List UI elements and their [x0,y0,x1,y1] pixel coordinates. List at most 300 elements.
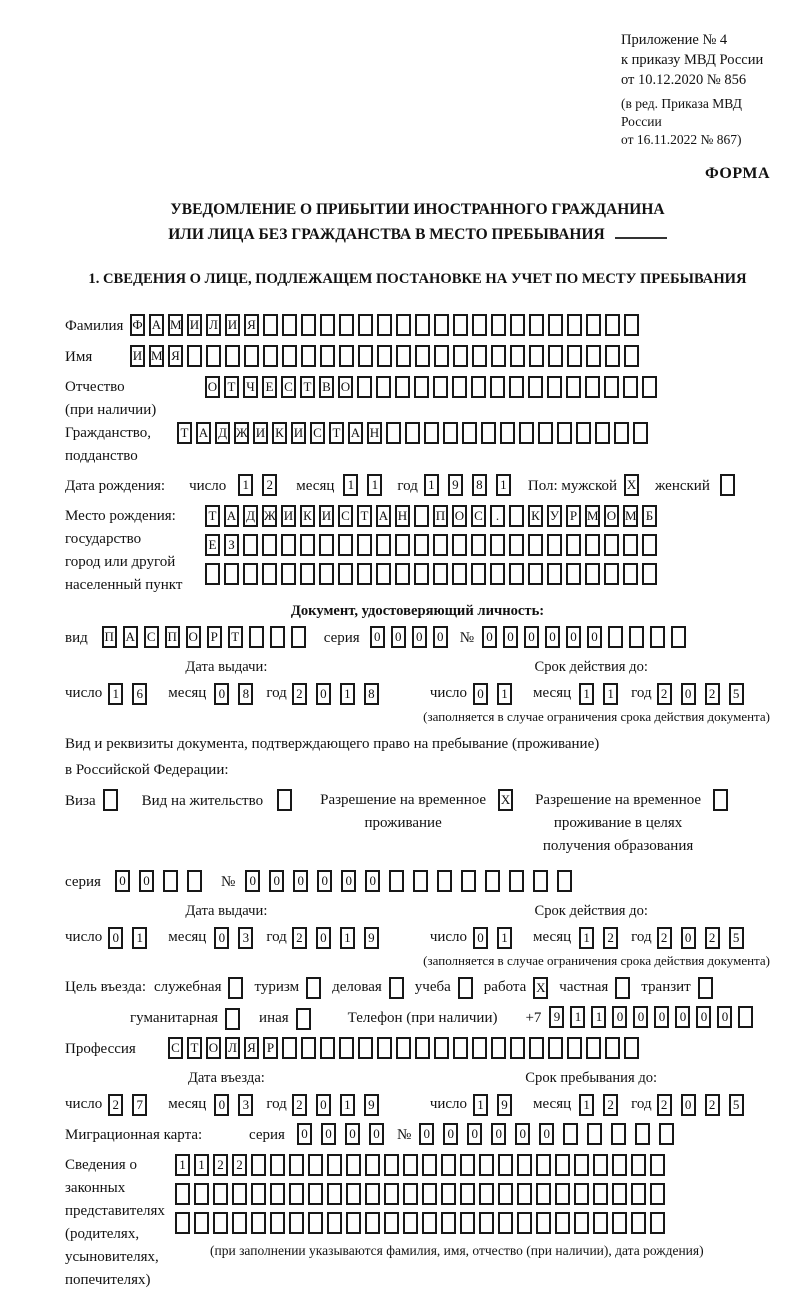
char-cell[interactable]: 0 [365,870,380,892]
char-cell[interactable] [376,376,391,398]
char-cell[interactable] [243,534,258,556]
char-cell[interactable] [605,314,620,336]
purpose-private-checkbox[interactable] [615,977,630,999]
char-cell[interactable] [517,1212,532,1234]
purpose-study-checkbox[interactable] [458,977,473,999]
char-cell[interactable] [414,376,429,398]
char-cell[interactable] [491,345,506,367]
char-cell[interactable] [384,1154,399,1176]
char-cell[interactable]: И [225,314,240,336]
char-cell[interactable] [631,1183,646,1205]
char-cell[interactable] [460,1183,475,1205]
char-cell[interactable] [650,1183,665,1205]
char-cell[interactable] [396,345,411,367]
char-cell[interactable] [403,1183,418,1205]
char-cell[interactable] [441,1154,456,1176]
char-cell[interactable] [460,1212,475,1234]
char-cell[interactable] [574,1212,589,1234]
char-cell[interactable] [472,345,487,367]
char-cell[interactable]: Е [262,376,277,398]
char-cell[interactable] [576,422,591,444]
char-cell[interactable] [346,1183,361,1205]
char-cell[interactable] [642,534,657,556]
char-cell[interactable]: О [338,376,353,398]
char-cell[interactable] [452,563,467,585]
char-cell[interactable] [509,376,524,398]
char-cell[interactable] [471,534,486,556]
char-cell[interactable] [574,1183,589,1205]
char-cell[interactable] [376,563,391,585]
entry-day-cells[interactable] [108,1096,156,1112]
char-cell[interactable]: 1 [340,927,355,949]
char-cell[interactable] [403,1212,418,1234]
char-cell[interactable] [281,563,296,585]
char-cell[interactable] [536,1183,551,1205]
char-cell[interactable]: А [196,422,211,444]
sex-male-checkbox[interactable]: X [624,474,639,496]
char-cell[interactable] [548,345,563,367]
title-blank-line[interactable] [615,237,667,239]
char-cell[interactable] [205,563,220,585]
char-cell[interactable] [528,563,543,585]
char-cell[interactable] [163,870,178,892]
char-cell[interactable] [270,1183,285,1205]
entry-month-cells[interactable] [214,1096,262,1112]
char-cell[interactable]: 1 [194,1154,209,1176]
char-cell[interactable]: 0 [633,1006,648,1028]
char-cell[interactable] [548,1037,563,1059]
char-cell[interactable] [509,534,524,556]
char-cell[interactable]: 8 [238,683,253,705]
char-cell[interactable] [623,534,638,556]
stay-doc-issue-month-cells[interactable] [214,929,262,945]
char-cell[interactable] [650,1212,665,1234]
char-cell[interactable]: 9 [549,1006,564,1028]
char-cell[interactable] [510,345,525,367]
char-cell[interactable]: 8 [364,683,379,705]
char-cell[interactable] [481,422,496,444]
char-cell[interactable]: Я [244,314,259,336]
char-cell[interactable]: 0 [503,626,518,648]
doc-type-cells[interactable] [102,626,312,648]
char-cell[interactable] [413,870,428,892]
char-cell[interactable] [327,1183,342,1205]
char-cell[interactable] [650,1154,665,1176]
char-cell[interactable]: А [149,314,164,336]
char-cell[interactable]: 0 [566,626,581,648]
char-cell[interactable]: И [291,422,306,444]
char-cell[interactable] [346,1154,361,1176]
char-cell[interactable]: Т [205,505,220,527]
char-cell[interactable] [437,870,452,892]
char-cell[interactable] [586,314,601,336]
char-cell[interactable]: Н [395,505,410,527]
char-cell[interactable]: 0 [467,1123,482,1145]
char-cell[interactable]: О [604,505,619,527]
char-cell[interactable] [498,1212,513,1234]
purpose-transit-checkbox[interactable] [698,977,713,999]
char-cell[interactable]: 0 [482,626,497,648]
char-cell[interactable] [187,870,202,892]
birth-year-cells[interactable] [424,474,520,496]
doc-number-cells[interactable] [482,626,692,648]
char-cell[interactable]: М [623,505,638,527]
char-cell[interactable]: А [348,422,363,444]
entry-year-cells[interactable] [292,1096,388,1112]
char-cell[interactable]: 1 [496,474,511,496]
char-cell[interactable] [650,626,665,648]
char-cell[interactable]: 1 [570,1006,585,1028]
char-cell[interactable]: 0 [341,870,356,892]
char-cell[interactable] [365,1183,380,1205]
char-cell[interactable] [376,534,391,556]
char-cell[interactable] [270,626,285,648]
birth-day-cells[interactable] [238,474,286,496]
char-cell[interactable] [555,1183,570,1205]
char-cell[interactable]: 0 [321,1123,336,1145]
birth-place-row1-cells[interactable] [205,505,661,527]
char-cell[interactable]: П [102,626,117,648]
char-cell[interactable]: К [528,505,543,527]
char-cell[interactable] [414,563,429,585]
char-cell[interactable]: Л [206,314,221,336]
stay-doc-series-cells[interactable] [115,870,211,892]
char-cell[interactable]: Я [244,1037,259,1059]
char-cell[interactable] [586,1037,601,1059]
char-cell[interactable]: 2 [213,1154,228,1176]
char-cell[interactable]: 1 [238,474,253,496]
char-cell[interactable] [386,422,401,444]
char-cell[interactable] [358,345,373,367]
char-cell[interactable]: Т [177,422,192,444]
char-cell[interactable] [300,534,315,556]
char-cell[interactable] [555,1212,570,1234]
char-cell[interactable] [263,345,278,367]
char-cell[interactable]: 0 [316,927,331,949]
char-cell[interactable] [308,1183,323,1205]
char-cell[interactable]: Ч [243,376,258,398]
char-cell[interactable] [608,626,623,648]
char-cell[interactable]: Е [205,534,220,556]
given-name-cells[interactable] [130,345,643,367]
char-cell[interactable]: 0 [675,1006,690,1028]
char-cell[interactable] [528,376,543,398]
char-cell[interactable] [262,563,277,585]
char-cell[interactable] [270,1212,285,1234]
char-cell[interactable] [175,1183,190,1205]
char-cell[interactable] [281,534,296,556]
char-cell[interactable] [384,1183,399,1205]
char-cell[interactable]: Б [642,505,657,527]
char-cell[interactable] [395,563,410,585]
char-cell[interactable] [547,376,562,398]
char-cell[interactable]: 0 [491,1123,506,1145]
char-cell[interactable]: Т [329,422,344,444]
char-cell[interactable] [557,422,572,444]
char-cell[interactable] [377,314,392,336]
char-cell[interactable] [453,345,468,367]
birth-month-cells[interactable] [343,474,391,496]
char-cell[interactable]: И [253,422,268,444]
char-cell[interactable]: 1 [473,1094,488,1116]
char-cell[interactable]: В [319,376,334,398]
char-cell[interactable]: 0 [473,683,488,705]
char-cell[interactable] [547,534,562,556]
temp-permit-checkbox[interactable]: X [498,789,513,811]
char-cell[interactable]: М [149,345,164,367]
char-cell[interactable] [631,1154,646,1176]
char-cell[interactable]: А [376,505,391,527]
char-cell[interactable] [291,626,306,648]
char-cell[interactable]: 2 [705,927,720,949]
char-cell[interactable] [194,1183,209,1205]
char-cell[interactable] [338,534,353,556]
char-cell[interactable] [443,422,458,444]
char-cell[interactable] [213,1212,228,1234]
char-cell[interactable]: Р [263,1037,278,1059]
char-cell[interactable]: 2 [108,1094,123,1116]
char-cell[interactable]: А [224,505,239,527]
char-cell[interactable] [671,626,686,648]
char-cell[interactable]: 9 [364,1094,379,1116]
char-cell[interactable]: 3 [238,927,253,949]
char-cell[interactable] [536,1212,551,1234]
char-cell[interactable] [213,1183,228,1205]
char-cell[interactable] [612,1212,627,1234]
char-cell[interactable]: 2 [705,1094,720,1116]
char-cell[interactable]: 1 [603,683,618,705]
char-cell[interactable] [194,1212,209,1234]
char-cell[interactable] [631,1212,646,1234]
char-cell[interactable]: 1 [579,683,594,705]
char-cell[interactable]: Р [207,626,222,648]
identity-valid-month-cells[interactable] [579,685,627,701]
char-cell[interactable]: О [205,376,220,398]
char-cell[interactable] [262,534,277,556]
char-cell[interactable]: 0 [369,1123,384,1145]
citizenship-cells[interactable] [177,422,652,444]
char-cell[interactable] [567,314,582,336]
char-cell[interactable] [441,1183,456,1205]
char-cell[interactable] [320,314,335,336]
char-cell[interactable]: 0 [269,870,284,892]
char-cell[interactable] [574,1154,589,1176]
char-cell[interactable] [509,505,524,527]
char-cell[interactable] [635,1123,650,1145]
purpose-tourism-checkbox[interactable] [306,977,321,999]
char-cell[interactable] [491,314,506,336]
char-cell[interactable]: О [186,626,201,648]
char-cell[interactable] [175,1212,190,1234]
char-cell[interactable] [327,1212,342,1234]
char-cell[interactable]: И [281,505,296,527]
char-cell[interactable]: И [130,345,145,367]
char-cell[interactable] [357,563,372,585]
char-cell[interactable]: 9 [497,1094,512,1116]
char-cell[interactable] [389,870,404,892]
purpose-humanitarian-checkbox[interactable] [225,1008,240,1030]
char-cell[interactable] [424,422,439,444]
char-cell[interactable] [490,563,505,585]
char-cell[interactable] [338,563,353,585]
char-cell[interactable] [289,1183,304,1205]
char-cell[interactable]: 1 [340,683,355,705]
char-cell[interactable]: 1 [497,927,512,949]
char-cell[interactable] [414,505,429,527]
char-cell[interactable] [384,1212,399,1234]
char-cell[interactable]: 1 [108,683,123,705]
char-cell[interactable] [604,563,619,585]
char-cell[interactable] [595,422,610,444]
char-cell[interactable] [529,314,544,336]
char-cell[interactable]: 0 [370,626,385,648]
char-cell[interactable]: И [187,314,202,336]
char-cell[interactable] [460,1154,475,1176]
birth-place-row2-cells[interactable] [205,534,661,556]
char-cell[interactable] [510,1037,525,1059]
edu-permit-checkbox[interactable] [713,789,728,811]
char-cell[interactable] [604,534,619,556]
birth-place-row3-cells[interactable] [205,563,661,585]
char-cell[interactable] [289,1154,304,1176]
char-cell[interactable] [612,1183,627,1205]
representatives-row3-cells[interactable] [175,1212,704,1234]
char-cell[interactable]: 1 [424,474,439,496]
char-cell[interactable] [538,422,553,444]
char-cell[interactable] [593,1154,608,1176]
char-cell[interactable]: Л [225,1037,240,1059]
char-cell[interactable] [517,1183,532,1205]
char-cell[interactable]: К [272,422,287,444]
char-cell[interactable]: Т [224,376,239,398]
surname-cells[interactable] [130,314,643,336]
char-cell[interactable] [585,563,600,585]
stay-doc-valid-day-cells[interactable] [473,929,521,945]
stay-doc-valid-month-cells[interactable] [579,929,627,945]
char-cell[interactable] [566,563,581,585]
char-cell[interactable] [555,1154,570,1176]
char-cell[interactable] [206,345,221,367]
char-cell[interactable]: 2 [603,1094,618,1116]
char-cell[interactable] [452,376,467,398]
identity-issue-year-cells[interactable] [292,685,388,701]
char-cell[interactable]: 1 [591,1006,606,1028]
char-cell[interactable]: 0 [214,927,229,949]
char-cell[interactable] [529,345,544,367]
char-cell[interactable] [612,1154,627,1176]
char-cell[interactable]: 2 [657,927,672,949]
char-cell[interactable]: 0 [345,1123,360,1145]
char-cell[interactable]: 1 [343,474,358,496]
char-cell[interactable]: Ж [262,505,277,527]
char-cell[interactable] [479,1183,494,1205]
char-cell[interactable] [358,314,373,336]
char-cell[interactable] [611,1123,626,1145]
char-cell[interactable] [415,314,430,336]
char-cell[interactable]: 5 [729,927,744,949]
char-cell[interactable] [485,870,500,892]
char-cell[interactable] [453,314,468,336]
char-cell[interactable]: 0 [293,870,308,892]
char-cell[interactable] [461,870,476,892]
char-cell[interactable]: 1 [132,927,147,949]
char-cell[interactable] [396,1037,411,1059]
char-cell[interactable] [414,534,429,556]
char-cell[interactable] [593,1212,608,1234]
char-cell[interactable] [472,1037,487,1059]
char-cell[interactable] [623,563,638,585]
char-cell[interactable]: С [338,505,353,527]
char-cell[interactable]: З [224,534,239,556]
stay-until-month-cells[interactable] [579,1096,627,1112]
char-cell[interactable]: 2 [657,683,672,705]
char-cell[interactable] [509,563,524,585]
char-cell[interactable]: 2 [292,927,307,949]
char-cell[interactable]: 8 [472,474,487,496]
char-cell[interactable] [403,1154,418,1176]
char-cell[interactable]: 9 [364,927,379,949]
char-cell[interactable]: С [144,626,159,648]
migration-card-number-cells[interactable] [419,1123,683,1145]
char-cell[interactable]: Т [187,1037,202,1059]
visa-checkbox[interactable] [103,789,118,811]
char-cell[interactable]: 0 [443,1123,458,1145]
char-cell[interactable]: 0 [515,1123,530,1145]
char-cell[interactable] [593,1183,608,1205]
char-cell[interactable] [557,870,572,892]
char-cell[interactable] [471,563,486,585]
char-cell[interactable]: 0 [696,1006,711,1028]
char-cell[interactable] [529,1037,544,1059]
purpose-other-checkbox[interactable] [296,1008,311,1030]
char-cell[interactable] [415,1037,430,1059]
char-cell[interactable] [251,1212,266,1234]
char-cell[interactable]: 0 [433,626,448,648]
char-cell[interactable]: 1 [579,1094,594,1116]
char-cell[interactable] [396,314,411,336]
char-cell[interactable] [738,1006,753,1028]
char-cell[interactable] [422,1183,437,1205]
char-cell[interactable] [282,314,297,336]
char-cell[interactable] [301,1037,316,1059]
char-cell[interactable] [491,1037,506,1059]
char-cell[interactable]: 0 [115,870,130,892]
char-cell[interactable]: 0 [316,1094,331,1116]
char-cell[interactable] [377,1037,392,1059]
char-cell[interactable]: 1 [579,927,594,949]
char-cell[interactable] [434,314,449,336]
char-cell[interactable] [358,1037,373,1059]
char-cell[interactable]: 2 [262,474,277,496]
char-cell[interactable]: 0 [419,1123,434,1145]
stay-doc-issue-day-cells[interactable] [108,929,156,945]
char-cell[interactable]: 0 [681,1094,696,1116]
char-cell[interactable]: 0 [391,626,406,648]
char-cell[interactable]: 0 [245,870,260,892]
char-cell[interactable] [434,1037,449,1059]
char-cell[interactable] [251,1183,266,1205]
char-cell[interactable] [472,314,487,336]
stay-until-year-cells[interactable] [657,1096,753,1112]
char-cell[interactable]: 0 [214,683,229,705]
char-cell[interactable] [528,534,543,556]
char-cell[interactable] [270,1154,285,1176]
char-cell[interactable] [422,1212,437,1234]
char-cell[interactable]: 5 [729,1094,744,1116]
char-cell[interactable]: О [206,1037,221,1059]
char-cell[interactable] [462,422,477,444]
char-cell[interactable]: 0 [473,927,488,949]
